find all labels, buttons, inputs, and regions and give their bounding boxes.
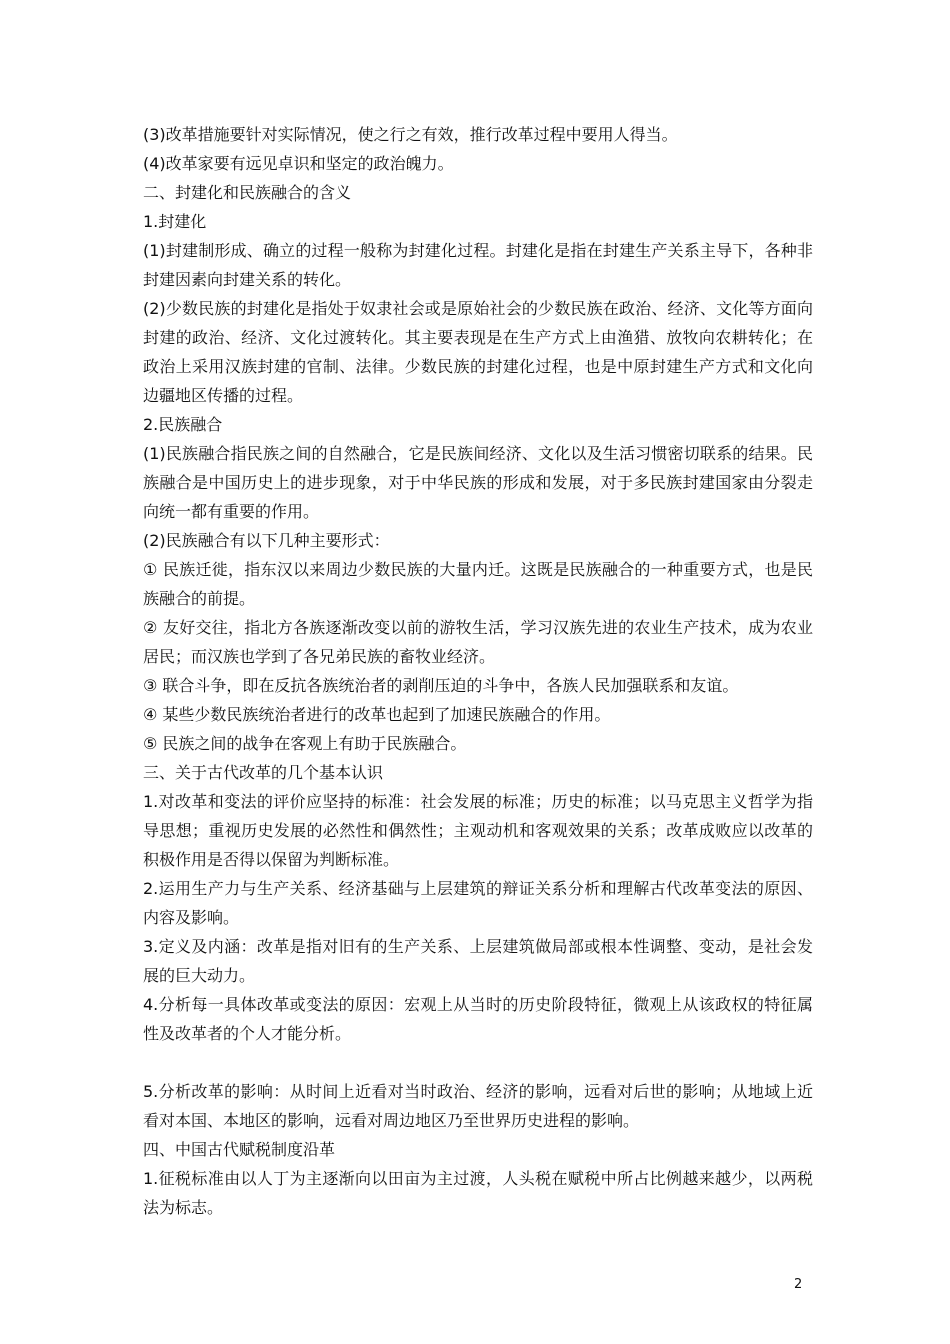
paragraph-feudalization-definition: (1)封建制形成、确立的过程一般称为封建化过程。封建化是指在封建生产关系主导下，各种非封建因素向封建关系的转化。 <box>143 241 813 289</box>
paragraph-reform-impact: 5.分析改革的影响：从时间上近看对当时政治、经济的影响，远看对后世的影响；从地域上近看对本国、本地区的影响，远看对周边地区乃至世界历史进程的影响。 <box>143 1082 813 1130</box>
paragraph-reform-measures: (3)改革措施要针对实际情况，使之行之有效，推行改革过程中要用人得当。 <box>143 125 678 144</box>
section-heading-ancient-reform: 三、关于古代改革的几个基本认识 <box>143 763 384 782</box>
list-item-migration: ① 民族迁徙，指东汉以来周边少数民族的大量内迁。这既是民族融合的一种重要方式，也是民族融合的前提。 <box>143 560 813 608</box>
paragraph-reform-definition: 3.定义及内涵：改革是指对旧有的生产关系、上层建筑做局部或根本性调整、变动，是社会发展的巨大动力。 <box>143 937 813 985</box>
list-item-minority-reforms: ④ 某些少数民族统治者进行的改革也起到了加速民族融合的作用。 <box>143 705 611 724</box>
paragraph-ethnic-fusion-definition: (1)民族融合指民族之间的自然融合，它是民族间经济、文化以及生活习惯密切联系的结果。民族融合是中国历史上的进步现象，对于中华民族的形成和发展，对于多民族封建国家由分裂走向统一都有重要的作用。 <box>143 444 813 521</box>
paragraph-ethnic-fusion-forms: (2)民族融合有以下几种主要形式： <box>143 531 390 550</box>
document-body <box>143 120 813 1222</box>
paragraph-minority-feudalization: (2)少数民族的封建化是指处于奴隶社会或是原始社会的少数民族在政治、经济、文化等方面向封建的政治、经济、文化过渡转化。其主要表现是在生产方式上由渔猎、放牧向农耕转化；在政治上采用汉族封建的官制、法律。少数民族的封建化过程，也是中原封建生产方式和文化向边疆地区传播的过程。 <box>143 299 813 405</box>
section-heading-feudalization: 二、封建化和民族融合的含义 <box>143 183 352 202</box>
list-item-joint-struggle: ③ 联合斗争，即在反抗各族统治者的剥削压迫的斗争中，各族人民加强联系和友谊。 <box>143 676 739 695</box>
subheading-ethnic-fusion: 2.民族融合 <box>143 415 223 434</box>
section-heading-tax-system: 四、中国古代赋税制度沿革 <box>143 1140 336 1159</box>
subheading-feudalization: 1.封建化 <box>143 212 207 231</box>
paragraph-reformer-vision: (4)改革家要有远见卓识和坚定的政治魄力。 <box>143 154 454 173</box>
paragraph-tax-standard: 1.征税标准由以人丁为主逐渐向以田亩为主过渡，人头税在赋税中所占比例越来越少，以两税法为标志。 <box>143 1169 813 1217</box>
paragraph-reform-analysis: 2.运用生产力与生产关系、经济基础与上层建筑的辩证关系分析和理解古代改革变法的原因、内容及影响。 <box>143 879 813 927</box>
page-number: 2 <box>794 1277 803 1292</box>
paragraph-reform-evaluation: 1.对改革和变法的评价应坚持的标准：社会发展的标准；历史的标准；以马克思主义哲学为指导思想；重视历史发展的必然性和偶然性；主观动机和客观效果的关系；改革成败应以改革的积极作用是否得以保留为判断标准。 <box>143 792 813 869</box>
list-item-friendly-exchange: ② 友好交往，指北方各族逐渐改变以前的游牧生活，学习汉族先进的农业生产技术，成为农业居民；而汉族也学到了各兄弟民族的畜牧业经济。 <box>143 618 813 666</box>
paragraph-reform-causes: 4.分析每一具体改革或变法的原因：宏观上从当时的历史阶段特征，微观上从该政权的特征属性及改革者的个人才能分析。 <box>143 995 813 1043</box>
list-item-wars: ⑤ 民族之间的战争在客观上有助于民族融合。 <box>143 734 467 753</box>
